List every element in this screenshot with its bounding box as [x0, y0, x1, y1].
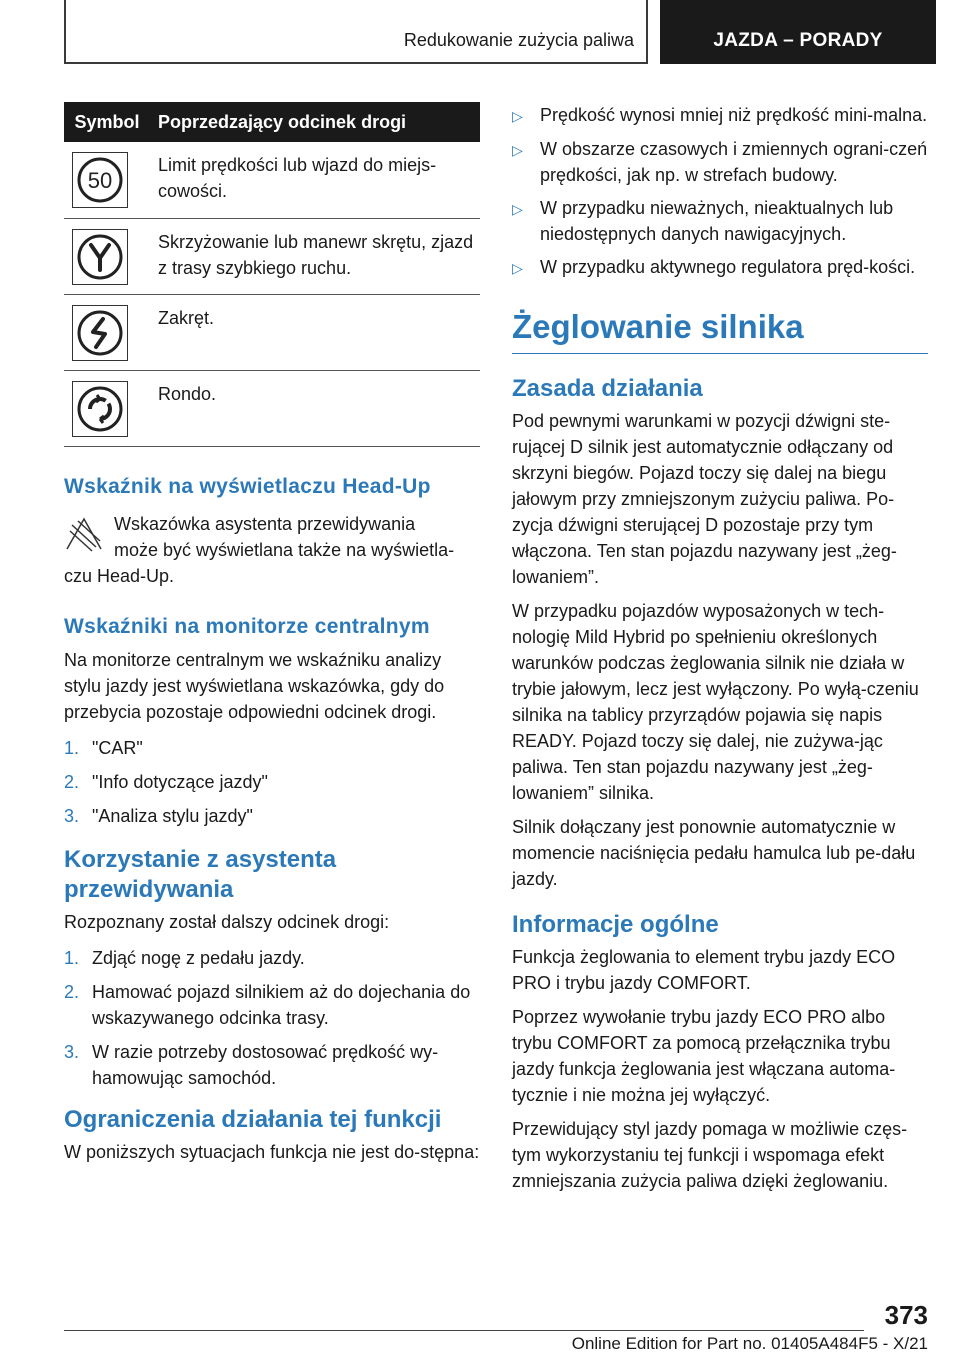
page-number: 373 — [884, 1300, 928, 1330]
header-frame — [64, 0, 648, 64]
curve-icon — [72, 305, 128, 361]
symbol-table — [64, 102, 480, 447]
hud-text-line: czu Head-Up. — [64, 565, 175, 586]
triangle-bullet-icon: ▷ — [512, 108, 523, 124]
hud-note — [64, 511, 480, 563]
list-item: 3. "Analiza stylu jazdy" — [64, 805, 253, 826]
row-description: Rondo. — [150, 370, 480, 446]
hud-text-line: Wskazówka asystenta przewidywania — [114, 513, 416, 534]
using-text: Rozpoznany został dalszy odcinek drogi: — [64, 911, 390, 932]
table-header-symbol: Symbol — [64, 102, 150, 142]
limits-text: W poniższych sytuacjach funkcja nie jest do-stępna: — [64, 1141, 480, 1162]
monitor-text: Na monitorze centralnym we wskaźniku analizy stylu jazdy jest wyświetlana wskazówka, gdy do przebycia pozostaje odpowiedni odcinek drogi. — [64, 649, 445, 722]
list-item: 2. "Info dotyczące jazdy" — [64, 771, 268, 792]
general-paragraph: Przewidujący styl jazdy pomaga w możliwie częs-tym wykorzystaniu tej funkcji i wspomaga efekt zmniejszania zużycia paliwa dzięki żeglowaniu. — [512, 1119, 908, 1191]
using-heading: Korzystanie z asystenta przewidywania — [64, 845, 337, 903]
roundabout-icon — [72, 381, 128, 437]
speed-limit-value: 50 — [87, 168, 113, 193]
header-section-title: Redukowanie zużycia paliwa — [403, 30, 634, 50]
list-item: 1. Zdjąć nogę z pedału jazdy. — [64, 947, 305, 968]
using-steps — [64, 945, 480, 1091]
monitor-heading: Wskaźniki na monitorze centralnym — [64, 614, 430, 638]
triangle-bullet-icon: ▷ — [512, 260, 523, 276]
hud-text-line: może być wyświetlana także na wyświetla- — [114, 539, 455, 560]
speed-limit-50-icon — [72, 152, 128, 208]
row-description: Skrzyżowanie lub manewr skrętu, zjazd z trasy szybkiego ruchu. — [150, 218, 480, 294]
table-row — [64, 142, 480, 218]
list-item: 3. W razie potrzeby dostosować prędkość wy-hamowując samochód. — [64, 1041, 439, 1088]
limits-bullets — [512, 102, 928, 281]
header-chapter-tab: JAZDA – PORADY — [660, 0, 936, 64]
table-row — [64, 370, 480, 446]
general-paragraph: Funkcja żeglowania to element trybu jazdy ECO PRO i trybu jazdy COMFORT. — [512, 947, 896, 993]
hud-heading: Wskaźnik na wyświetlaczu Head-Up — [64, 474, 431, 498]
principle-paragraph: Pod pewnymi warunkami w pozycji dźwigni ste-rującej D silnik jest automatycznie odłączany od skrzyni biegów. Pojazd toczy się dalej na biegu jałowym przy zmniejszonym zużyciu paliwa. Po-zycja dźwigni sterującej D pozostaje przy tym włączona. Ten stan pojazdu nazywany jest „żeg-lowaniem”. — [512, 411, 897, 587]
general-paragraph: Poprzez wywołanie trybu jazdy ECO PRO albo trybu COMFORT za pomocą przełącznika trybu jazdy funkcja żeglowania jest włączana automa-tycznie i nie można jej wyłączyć. — [512, 1007, 896, 1105]
footer-divider — [64, 1330, 864, 1331]
table-header-description: Poprzedzający odcinek drogi — [150, 102, 480, 142]
list-item: ▷ Prędkość wynosi mniej niż prędkość mini-malna. — [512, 102, 928, 129]
list-item: 1. "CAR" — [64, 737, 143, 758]
hud-hint-icon — [64, 513, 104, 553]
junction-icon — [72, 229, 128, 285]
list-item: ▷ W przypadku nieważnych, nieaktualnych lub niedostępnych danych nawigacyjnych. — [512, 195, 928, 247]
principle-heading: Zasada działania — [512, 375, 703, 402]
limits-heading: Ograniczenia działania tej funkcji — [64, 1105, 442, 1133]
general-heading: Informacje ogólne — [512, 911, 719, 938]
principle-paragraph: Silnik dołączany jest ponownie automatycznie w momencie naciśnięcia pedału hamulca lub pe-dału jazdy. — [512, 817, 916, 889]
triangle-bullet-icon: ▷ — [512, 201, 523, 217]
title-divider — [512, 353, 928, 354]
left-column — [64, 102, 480, 1165]
footer-edition: Online Edition for Part no. 01405A484F5 - X/21 — [571, 1334, 928, 1353]
table-row — [64, 294, 480, 370]
list-item: ▷ W przypadku aktywnego regulatora pręd-kości. — [512, 254, 928, 281]
table-row — [64, 218, 480, 294]
principle-paragraph: W przypadku pojazdów wyposażonych w tech-nologię Mild Hybrid po spełnieniu określonych warunków podczas żeglowania silnik nie działa w trybie jałowym, lecz jest wyłączony. Po wyłą-czeniu silnika na tablicy przyrządów pojawia się napis READY. Pojazd toczy się dalej, nie zużywa-jąc paliwa. Ten stan pojazdu nazywany jest „żeg-lowaniem” silnika. — [512, 601, 919, 803]
right-column — [512, 102, 928, 1194]
row-description: Limit prędkości lub wjazd do miejs-cowości. — [150, 142, 480, 218]
coasting-title: Żeglowanie silnika — [512, 308, 804, 345]
monitor-steps — [64, 735, 480, 829]
list-item: ▷ W obszarze czasowych i zmiennych ograni-czeń prędkości, jak np. w strefach budowy. — [512, 136, 928, 188]
row-description: Zakręt. — [150, 294, 480, 370]
list-item: 2. Hamować pojazd silnikiem aż do dojechania do wskazywanego odcinka trasy. — [64, 981, 471, 1028]
triangle-bullet-icon: ▷ — [512, 142, 523, 158]
